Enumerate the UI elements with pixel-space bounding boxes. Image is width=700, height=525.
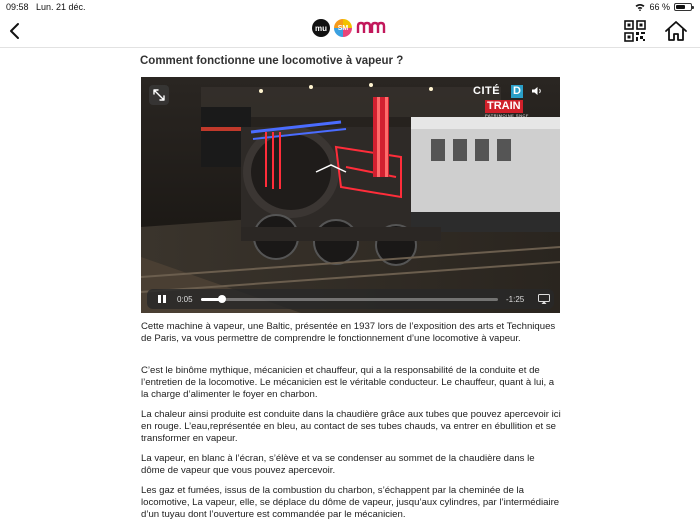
battery-icon — [674, 3, 692, 11]
sm-logo: SM — [334, 19, 352, 37]
progress-knob[interactable] — [218, 295, 226, 303]
volume-icon[interactable] — [531, 86, 543, 96]
paragraph-3: La chaleur ainsi produite est conduite dans la chaudière grâce aux tubes que pouvez apercevoir ici en rouge. L’eau,représentée en bleu, au contact de ses tubes chauds, va entrer en ébullition et se transformer en vapeur. — [141, 409, 561, 444]
airplay-icon[interactable] — [538, 294, 550, 304]
paragraph-5: Les gaz et fumées, issus de la combustion du charbon, s’échappent par la cheminée de la locomotive, La vapeur, elle, se déplace du dôme de vapeur, jusqu’aux cylindres, par l’intermédiaire d’un tuyau dont l’ouverture est commandée par le mécanicien. — [141, 485, 560, 520]
remaining-time: -1:25 — [506, 294, 525, 304]
wifi-icon — [635, 3, 645, 11]
brand-cite: CITÉ — [473, 85, 501, 97]
current-time: 0:05 — [177, 294, 193, 304]
status-time: 09:58 — [6, 2, 29, 12]
app-header — [0, 14, 700, 48]
paragraph-2: C’est le binôme mythique, mécanicien et chauffeur, qui a la responsabilité de la conduite et de l’entretien de la locomotive. Le mécanicien est le véritable conducteur. Le chauffeur, quant à lui, a la charge d’alimenter le foyer en charbon. — [141, 365, 555, 400]
video-player[interactable] — [141, 77, 560, 313]
battery-fill — [676, 5, 685, 9]
paragraph-4: La vapeur, en blanc à l’écran, s’élève et va se condenser au sommet de la chaudière dans le dôme de vapeur que vous pouvez apercevoir. — [141, 453, 535, 476]
pause-icon[interactable] — [157, 294, 167, 304]
battery-percent: 66 % — [649, 2, 670, 12]
chevron-left-icon[interactable] — [8, 22, 22, 40]
brand-d: D — [511, 85, 523, 98]
brand-sub: PATRIMOINE SNCF — [485, 113, 529, 118]
brand-train: TRAIN — [487, 100, 521, 112]
status-bar — [0, 0, 700, 14]
paragraph-1: Cette machine à vapeur, une Baltic, présentée en 1937 lors de l’exposition des arts et Techniques de Paris, va vous permettre de comprendre le fonctionnement d’une locomotive à vapeur. — [141, 321, 556, 344]
m-logo — [356, 19, 386, 37]
status-date: Lun. 21 déc. — [36, 2, 86, 12]
progress-track[interactable] — [201, 298, 498, 301]
expand-icon[interactable] — [149, 85, 169, 105]
status-right — [635, 2, 692, 12]
home-icon[interactable] — [664, 19, 688, 43]
partner-logos — [312, 19, 386, 37]
mu-logo: mu — [312, 19, 330, 37]
video-controls — [147, 289, 554, 309]
article-title: Comment fonctionne une locomotive à vapeur ? — [140, 55, 404, 67]
qr-code-icon[interactable] — [624, 20, 646, 42]
